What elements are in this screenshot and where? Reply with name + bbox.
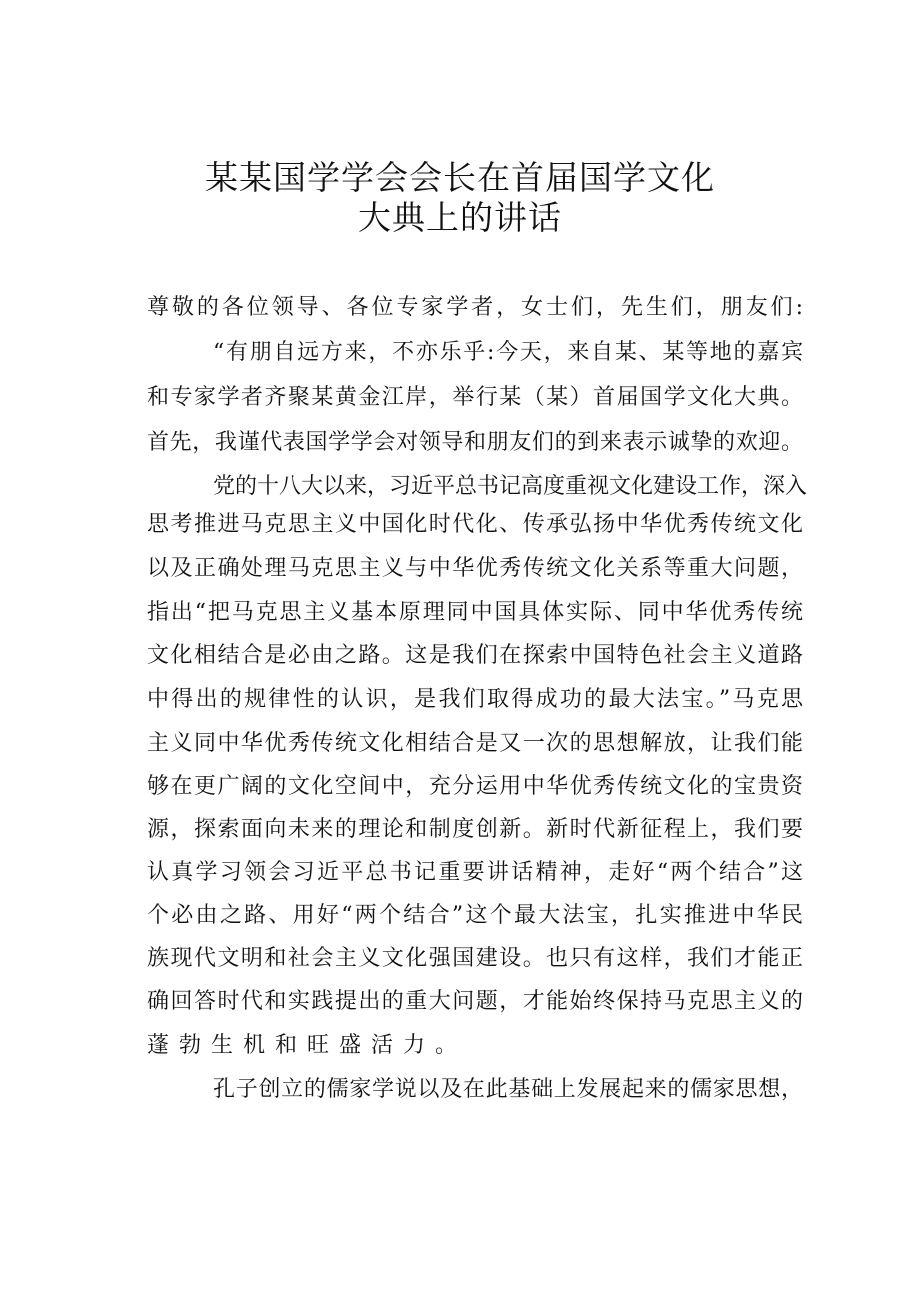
- body-text-line: 主义同中华优秀传统文化相结合是又一次的思想解放，让我们能: [147, 731, 803, 756]
- body-text-line: 以及正确处理马克思主义与中华优秀传统文化关系等重大问题，: [147, 556, 803, 581]
- body-text-line: 思考推进马克思主义中国化时代化、传承弘扬中华优秀传统文化: [147, 512, 803, 537]
- body-text-line: 和专家学者齐聚某黄金江岸，举行某（某）首届国学文化大典。: [147, 385, 803, 410]
- body-text-line: “有朋自远方来，不亦乐乎:今天，来自某、某等地的嘉宾: [213, 340, 803, 365]
- body-text-line: 源，探索面向未来的理论和制度创新。新时代新征程上，我们要: [147, 817, 803, 842]
- body-text-line: 中得出的规律性的认识，是我们取得成功的最大法宝。”马克思: [147, 687, 803, 712]
- title-line-2: 大典上的讲话: [358, 198, 562, 237]
- title-line-1: 某某国学学会会长在首届国学文化: [205, 158, 715, 197]
- body-text-line: 确回答时代和实践提出的重大问题，才能始终保持马克思主义的: [147, 989, 803, 1014]
- body-text-line: 孔子创立的儒家学说以及在此基础上发展起来的儒家思想，: [213, 1077, 803, 1102]
- body-text-line: 指出“把马克思主义基本原理同中国具体实际、同中华优秀传统: [147, 600, 803, 625]
- body-text-line: 蓬勃生机和旺盛活力。: [147, 1033, 468, 1058]
- body-text-line: 族现代文明和社会主义文化强国建设。也只有这样，我们才能正: [147, 946, 803, 971]
- body-text-line: 个必由之路、用好“两个结合”这个最大法宝，扎实推进中华民: [147, 903, 803, 928]
- body-text-line: 尊敬的各位领导、各位专家学者，女士们，先生们，朋友们:: [147, 295, 803, 320]
- body-text-line: 够在更广阔的文化空间中，充分运用中华优秀传统文化的宝贵资: [147, 774, 803, 799]
- body-text-line: 党的十八大以来，习近平总书记高度重视文化建设工作，深入: [213, 474, 808, 499]
- body-text-line: 首先，我谨代表国学学会对领导和朋友们的到来表示诚挚的欢迎。: [147, 430, 803, 455]
- body-text-line: 认真学习领会习近平总书记重要讲话精神，走好“两个结合”这: [147, 860, 803, 885]
- body-text-line: 文化相结合是必由之路。这是我们在探索中国特色社会主义道路: [147, 643, 803, 668]
